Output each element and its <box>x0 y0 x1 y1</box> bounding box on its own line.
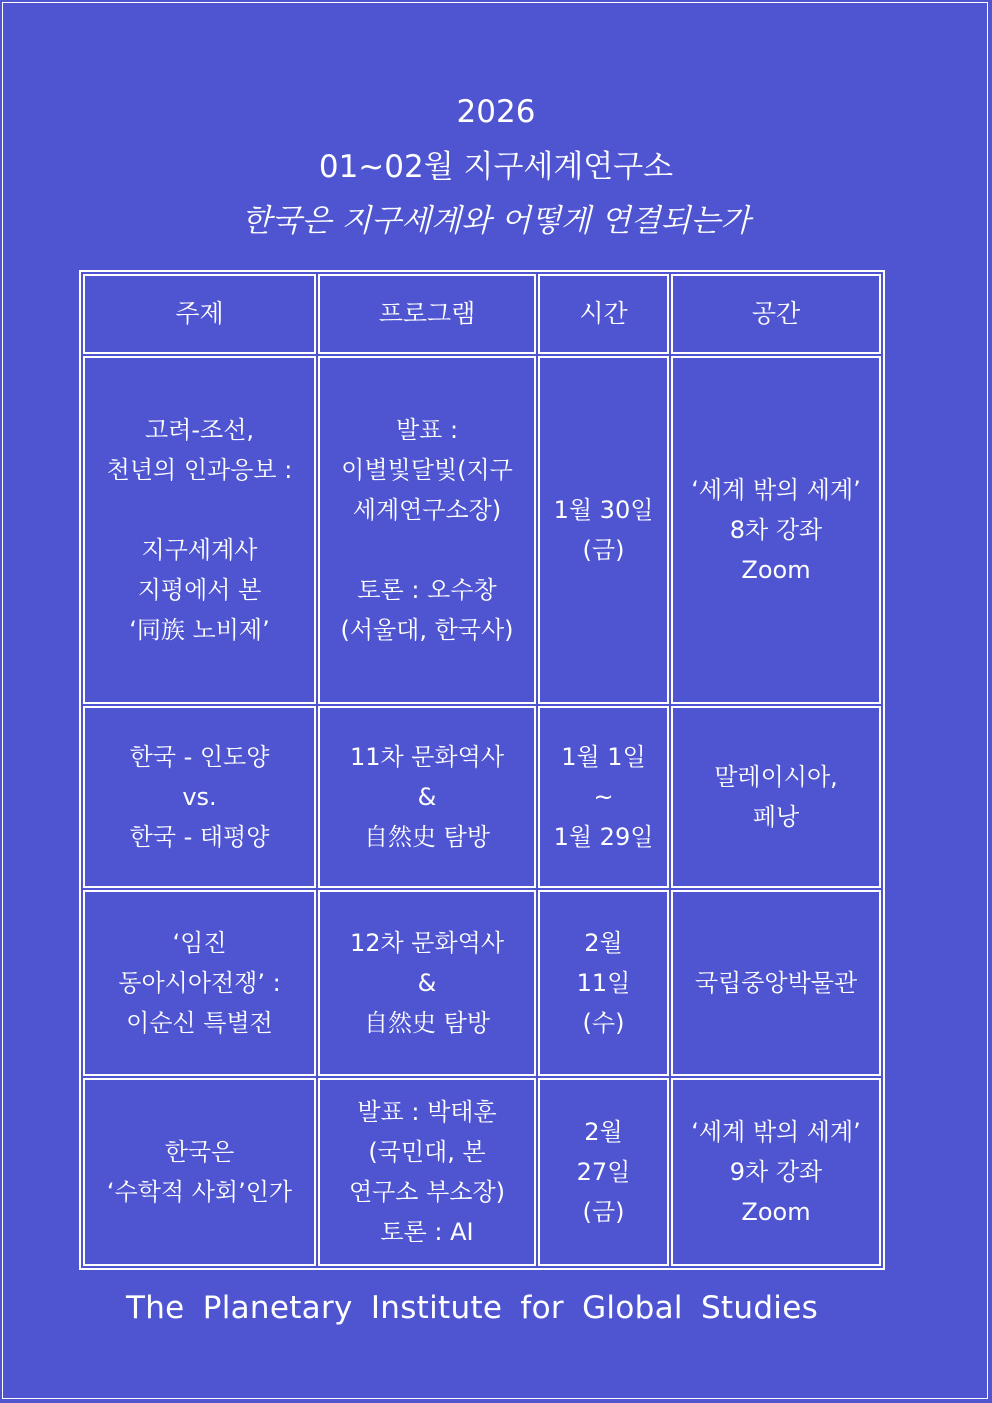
column-header-time: 시간 <box>538 274 669 354</box>
table-row <box>83 706 881 888</box>
place-cell: ‘세계 밖의 세계’ 8차 강좌 Zoom <box>671 356 881 704</box>
time-cell: 1월 1일 ~ 1월 29일 <box>538 706 669 888</box>
table-row <box>83 356 881 704</box>
place-cell: 국립중앙박물관 <box>671 890 881 1076</box>
topic-cell: ‘임진 동아시아전쟁’ : 이순신 특별전 <box>83 890 316 1076</box>
topic-cell: 한국은 ‘수학적 사회’인가 <box>83 1078 316 1266</box>
program-cell: 발표 : 박태훈 (국민대, 본 연구소 부소장) 토론 : AI <box>318 1078 536 1266</box>
time-cell: 2월 11일 (수) <box>538 890 669 1076</box>
table-header-row <box>83 274 881 354</box>
column-header-place: 공간 <box>671 274 881 354</box>
column-header-program: 프로그램 <box>318 274 536 354</box>
footer-organization: The Planetary Institute for Global Studies <box>126 1290 819 1326</box>
header-year: 2026 <box>456 94 536 130</box>
place-cell: ‘세계 밖의 세계’ 9차 강좌 Zoom <box>671 1078 881 1266</box>
header-subtitle: 한국은 지구세계와 어떻게 연결되는가 <box>241 203 751 239</box>
time-cell: 2월 27일 (금) <box>538 1078 669 1266</box>
topic-cell: 한국 - 인도양 vs. 한국 - 태평양 <box>83 706 316 888</box>
table-row <box>83 1078 881 1266</box>
header-title: 01~02월 지구세계연구소 <box>318 149 674 185</box>
place-cell: 말레이시아, 페낭 <box>671 706 881 888</box>
column-header-topic: 주제 <box>83 274 316 354</box>
time-cell: 1월 30일 (금) <box>538 356 669 704</box>
program-cell: 발표 : 이별빛달빛(지구 세계연구소장) 토론 : 오수창 (서울대, 한국사) <box>318 356 536 704</box>
program-cell: 12차 문화역사 & 自然史 탐방 <box>318 890 536 1076</box>
table-row <box>83 890 881 1076</box>
schedule-table <box>79 270 885 1270</box>
program-cell: 11차 문화역사 & 自然史 탐방 <box>318 706 536 888</box>
topic-cell: 고려-조선, 천년의 인과응보 : 지구세계사 지평에서 본 ‘同族 노비제’ <box>83 356 316 704</box>
